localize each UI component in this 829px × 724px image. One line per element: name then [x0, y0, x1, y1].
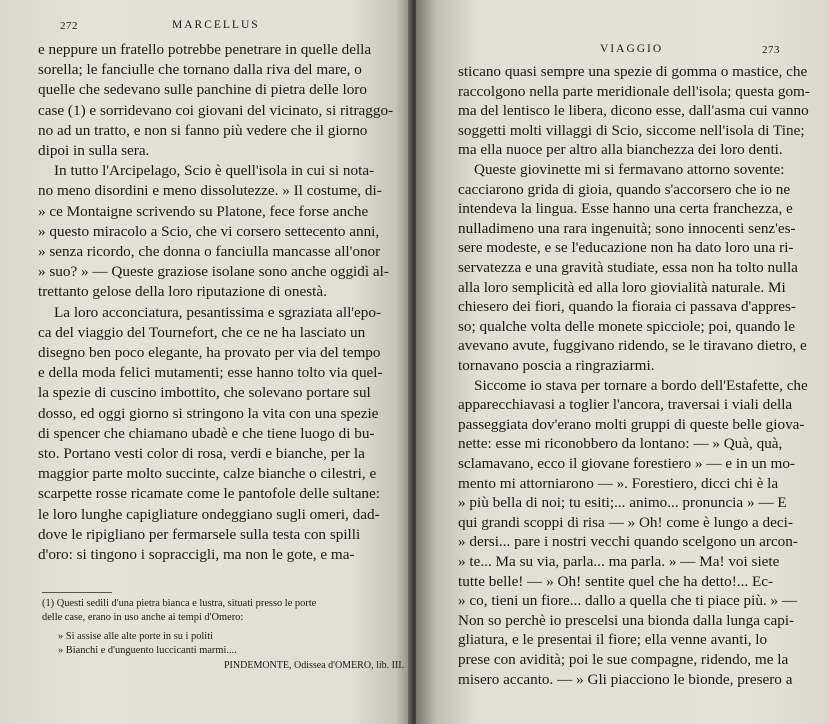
right-page — [416, 0, 829, 724]
left-page-number: 272 — [60, 20, 78, 32]
text-line: mento mi attorniarono — ». Forestiero, dicci chi è la — [458, 474, 779, 492]
text-line: d'oro: si tingono i sopraccigli, ma non le gote, e ma- — [38, 546, 355, 563]
text-line: quelle che sedevano sulle panchine di pietra delle loro — [38, 81, 367, 99]
text-line: e neppure un fratello potrebbe penetrare in quelle della — [38, 41, 372, 58]
text-line: avevano avute, fuggivano ridendo, se le tiravano dietro, e — [458, 337, 807, 355]
footnote-line: » Si assise alle alte porte in su i politi — [58, 631, 213, 642]
text-line: raccolgono nella parte meridionale dell'isola; questa gom- — [458, 82, 810, 100]
text-line: » co, tieni un fiore... dallo a quella che ti piace più. » — — [458, 592, 798, 610]
text-line: di spencer che chiamano ubadè e che tiene luogo di bu- — [38, 424, 375, 442]
text-line: nette: esse mi riconobbero da lontano: — » Quà, quà, — [458, 435, 783, 453]
text-line: alla loro semplicità ed alla loro giovialità naturale. Mi — [458, 278, 786, 296]
text-line: Non so perchè io prescelsi una bionda dalla lunga capi- — [458, 611, 795, 629]
footnote-line: (1) Questi sedili d'una pietra bianca e lustra, situati presso le porte — [42, 598, 317, 609]
text-line: apparecchiavasi a toglier l'ancora, traversai i viali della — [458, 396, 793, 414]
text-line: La loro acconciatura, pesantissima e sgraziata all'epo- — [54, 303, 382, 321]
text-line: dosso, ed oggi giorno si stringono la vita con una spezie — [38, 404, 379, 422]
text-line: qui grandi scoppi di risa — » Oh! come è lungo a deci- — [458, 513, 793, 531]
text-line: Siccome io stava per tornare a bordo dell'Estafette, che — [474, 376, 808, 394]
text-line: dove le ripigliano per fermarsele sulla testa con spilli — [38, 525, 361, 543]
text-line: » più bella di noi; tu esiti;... animo... pronuncia » — E — [458, 494, 787, 512]
text-line: prese con avidità; poi le sue compagne, ridendo, me la — [458, 651, 789, 668]
footnote-line: » Bianchi e d'unguento luccicanti marmi.... — [58, 645, 237, 656]
footnote-line: delle case, erano in uso anche ai tempi d'Omero: — [42, 612, 244, 623]
text-line: ma ella nuoce per altro alla bianchezza dei loro denti. — [458, 141, 783, 159]
text-line: scarpette rosse ricamate come le pantofole delle sultane: — [38, 485, 380, 503]
text-line: gliatura, e le presentai il fiore; ella venne avanti, lo — [458, 631, 768, 649]
text-line: misero accanto. — » Gli piacciono le bionde, presero a — [458, 670, 793, 688]
text-line: In tutto l'Arcipelago, Scio è quell'isola in cui si nota- — [54, 162, 375, 180]
footnote-citation: PINDEMONTE, Odissea d'OMERO, lib. III. — [224, 660, 405, 671]
text-line: » questo miracolo a Scio, che vi corsero settecento anni, — [38, 222, 380, 240]
right-page-number: 273 — [762, 44, 780, 56]
text-line: sorella; le fanciulle che tornano dalla riva del mare, o — [38, 61, 362, 79]
text-line: nulladimeno una rara ingenuità; sono innocenti senz'es- — [458, 219, 796, 237]
text-line: soggetti molti villaggi di Scio, siccome nell'isola di Tine; — [458, 121, 805, 139]
text-line: la spezie di cuscino imbottito, che solevano portare sul — [38, 384, 371, 402]
text-line: maggior parte molto succinte, calze bianche o cilestri, e — [38, 465, 377, 483]
text-line: servatezza e una gravità studiate, essa non ha tolto nulla — [458, 259, 798, 276]
text-line: chiesero dei fiori, quando la fioraia ci passava d'appres- — [458, 298, 796, 316]
text-line: le loro lunghe capigliature ondeggiano sugli omeri, dad- — [38, 505, 380, 523]
text-line: tornavano poscia a ringraziarmi. — [458, 357, 655, 374]
text-line: sticano quasi sempre una spezie di gomma o mastice, che — [458, 63, 808, 80]
text-line: cacciarono grida di gioia, quando s'accorsero che io ne — [458, 180, 791, 198]
text-line: » ce Montaigne scrivendo su Platone, fece forse anche — [38, 202, 369, 220]
text-line: sere modeste, e se l'educazione non ha dato loro una ri- — [458, 239, 794, 257]
text-line: tutte belle! — » Oh! sentite quel che ha detto!... Ec- — [458, 572, 774, 590]
text-line: e della moda felici mutamenti; esse hanno tolto via quel- — [38, 364, 383, 382]
text-line: sto. Portano vesti color di rosa, verdi e bianche, per la — [38, 445, 365, 462]
text-line: case (1) e sorridevano coi giovani del vicinato, si ritraggo- — [38, 101, 394, 119]
text-line: » suo? » — Queste graziose isolane sono anche oggidì al- — [38, 263, 389, 281]
text-line: no ad un tratto, e non si fanno più vedere che il giorno — [38, 121, 368, 139]
text-line: no meno disordini e meno dissolutezze. » Il costume, di- — [38, 182, 382, 200]
text-line: intendeva la lingua. Esse hanno una certa franchezza, e — [458, 200, 793, 218]
text-line: » senza ricordo, che donna o fanciulla mancasse all'onor — [38, 243, 381, 260]
footnote-separator — [42, 592, 112, 593]
text-line: » te... Ma su via, parla... ma parla. » — Ma! voi siete — [458, 553, 780, 570]
text-line: ma del lentisco le libera, dicono esse, dall'asma cui vanno — [458, 102, 809, 120]
left-running-head: MARCELLUS — [172, 19, 260, 31]
text-line: » dersi... pare i nostri vecchi quando scelgono un arcon- — [458, 533, 798, 551]
text-line: trettanto gelose della loro riputazione di onestà. — [38, 283, 327, 301]
text-line: so; qualche volta delle monete spicciole; poi, quando le — [458, 317, 795, 335]
text-line: dipoi in sulla sera. — [38, 142, 150, 159]
right-running-head: VIAGGIO — [600, 43, 664, 55]
left-page — [0, 0, 412, 724]
text-line: Queste giovinette mi si fermavano attorno sovente: — [474, 161, 785, 178]
text-line: sclamavano, ecco il giovane forestiero » — e in un mo- — [458, 455, 795, 472]
text-line: ca del viaggio del Tournefort, che ce ne ha lasciato un — [38, 323, 366, 341]
text-line: passeggiata dov'erano molti gruppi di queste belle giova- — [458, 415, 805, 433]
text-line: disegno ben poco elegante, ha provato per via del tempo — [38, 344, 381, 361]
